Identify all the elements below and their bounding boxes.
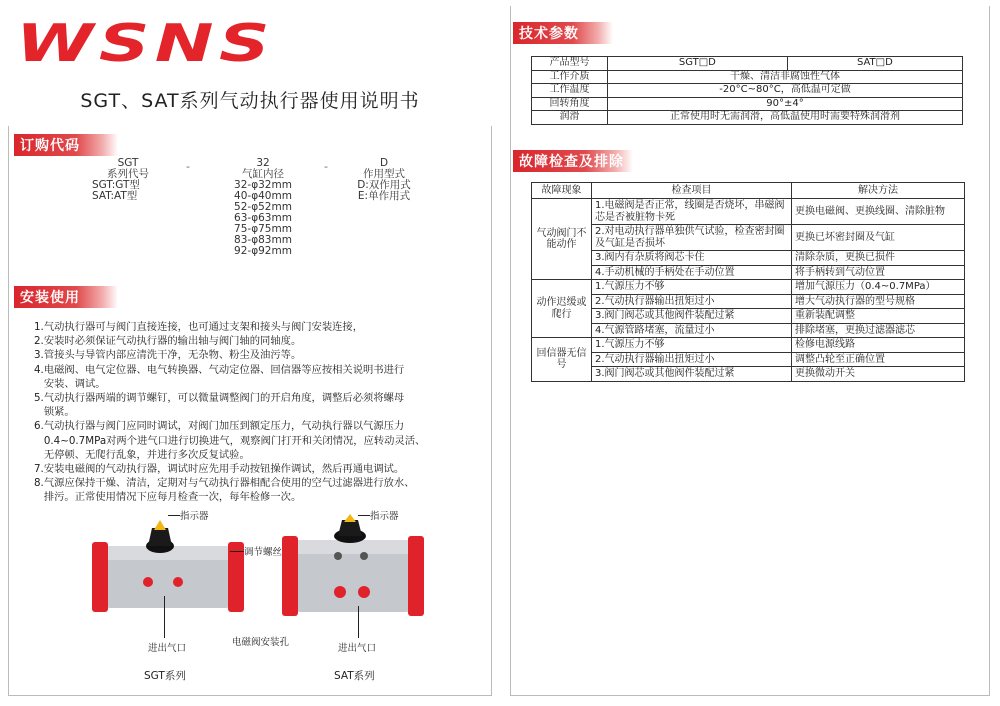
leader-line (358, 515, 370, 516)
install-item: 无停顿、无爬行乱象，并进行多次反复试验。 (34, 448, 250, 461)
separator-2: - (324, 160, 328, 173)
spec-row (532, 111, 963, 125)
left-page (8, 6, 492, 696)
action-option-2: E:单作用式 (357, 190, 411, 202)
solenoid-hole-label: 电磁阀安装孔 (232, 637, 290, 648)
install-header: 安装使用 (14, 286, 118, 308)
fault-fix: 更换已坏密封圈及气缸 (792, 225, 965, 251)
install-instructions (34, 320, 474, 505)
series-code: SGT (117, 157, 139, 169)
fault-check: 3.阀门阀芯或其他阀件装配过紧 (592, 367, 792, 382)
table-row (532, 367, 965, 382)
install-item: 安装、调试。 (34, 377, 106, 390)
spec-key: 工作温度 (532, 84, 608, 98)
action-option-1: D:双作用式 (357, 179, 411, 191)
fault-check: 1.电磁阀是否正常，线圈是否烧坏，串磁阀芯是否被脏物卡死 (592, 199, 792, 225)
spec-value: SGT□D (608, 57, 788, 71)
bore-code: 32 (256, 157, 270, 169)
install-item: 3.管接头与导管内部应清洗干净，无杂物、粉尘及油污等。 (34, 349, 302, 362)
indicator-label-left: 指示器 (180, 511, 209, 522)
table-row (532, 338, 965, 353)
fault-check: 2.气动执行器输出扭矩过小 (592, 294, 792, 309)
fault-check: 4.气源管路堵塞，流量过小 (592, 323, 792, 338)
fault-fix: 更换电磁阀、更换线圈、清除脏物 (792, 199, 965, 225)
install-item: 排污。正常使用情况下应每月检查一次，每年检修一次。 (34, 491, 302, 504)
table-row (532, 265, 965, 280)
install-item: 1.气动执行器可与阀门直接连接，也可通过支架和接头与阀门安装连接， (34, 321, 364, 333)
table-row (532, 199, 965, 225)
inlet-label-right: 进出气口 (338, 643, 377, 654)
bore-option: 83-φ83mm (234, 234, 292, 246)
fault-check: 2.气动执行器输出扭矩过小 (592, 352, 792, 367)
indicator-label-right: 指示器 (370, 511, 399, 522)
col-fix: 解决方法 (792, 183, 965, 199)
install-item: 6.气动执行器与阀门应同时调试，对阀门加压到额定压力，气动执行器以气源压力 (34, 420, 405, 433)
fault-fix: 将手柄转到气动位置 (792, 265, 965, 280)
table-row (532, 352, 965, 367)
table-row (532, 225, 965, 251)
install-item: 锁紧。 (34, 406, 75, 419)
brand-logo: WSNS (16, 14, 275, 74)
order-col-series (88, 158, 168, 202)
spec-row (532, 97, 963, 111)
fault-table (531, 182, 965, 382)
adjust-screw-label: 调节螺丝 (244, 547, 283, 558)
spec-value: 干燥、清洁非腐蚀性气体 (608, 70, 963, 84)
leader-line (358, 606, 359, 638)
fault-check: 2.对电动执行器单独供气试验，检查密封圈及气缸是否损坏 (592, 225, 792, 251)
install-item: 5.气动执行器两端的调节螺钉，可以微量调整阀门的开启角度，调整后必须将螺母 (34, 392, 405, 405)
caption-sat: SAT系列 (334, 670, 375, 682)
spec-value: 90°±4° (608, 97, 963, 111)
fault-phenomenon: 回信器无信号 (532, 338, 592, 382)
caption-sgt: SGT系列 (144, 670, 186, 682)
fault-check: 3.阀门阀芯或其他阀件装配过紧 (592, 309, 792, 324)
fault-check: 1.气源压力不够 (592, 280, 792, 295)
install-item: 4.电磁阀、电气定位器、电气转换器、气动定位器、回信器等应按相关说明书进行 (34, 363, 405, 376)
table-row (532, 251, 965, 266)
col-check: 检查项目 (592, 183, 792, 199)
bore-option: 52-φ52mm (234, 201, 292, 213)
table-row (532, 280, 965, 295)
install-item: 7.安装电磁阀的气动执行器，调试时应先用手动按钮操作调试，然后再通电调试。 (34, 463, 405, 476)
leader-line (168, 515, 180, 516)
fault-check: 4.手动机械的手柄处在手动位置 (592, 265, 792, 280)
fault-fix: 清除杂质，更换已损件 (792, 251, 965, 266)
series-option-2: SAT:AT型 (92, 190, 138, 202)
col-phenomenon: 故障现象 (532, 183, 592, 199)
action-label: 作用型式 (363, 168, 405, 180)
bore-option: 32-φ32mm (234, 179, 292, 191)
fault-check: 3.阀内有杂质将阀芯卡住 (592, 251, 792, 266)
inlet-label-left: 进出气口 (148, 643, 187, 654)
fault-check: 1.气源压力不够 (592, 338, 792, 353)
spec-key: 产品型号 (532, 57, 608, 71)
fault-fix: 排除堵塞，更换过滤器滤芯 (792, 323, 965, 338)
bore-option: 63-φ63mm (234, 212, 292, 224)
install-item: 8.气源应保持干燥、清洁，定期对与气动执行器相配合使用的空气过滤器进行放水、 (34, 477, 415, 490)
fault-fix: 增大气动执行器的型号规格 (792, 294, 965, 309)
spec-row (532, 70, 963, 84)
sgt-actuator-image (88, 516, 248, 616)
fault-fix: 调整凸轮至正确位置 (792, 352, 965, 367)
series-option-1: SGT:GT型 (92, 179, 140, 191)
fault-fix: 重新装配调整 (792, 309, 965, 324)
leader-line (164, 596, 165, 638)
spec-value: -20°C~80°C，高低温可定做 (608, 84, 963, 98)
table-row (532, 323, 965, 338)
table-row (532, 309, 965, 324)
document-title: SGT、SAT系列气动执行器使用说明书 (80, 90, 420, 112)
install-item: 0.4~0.7MPa对两个进气口进行切换进气，观察阀门打开和关闭情况，应转动灵活、 (34, 434, 426, 447)
bore-option: 75-φ75mm (234, 223, 292, 235)
separator-1: - (186, 160, 190, 173)
spec-value: 正常使用时无需润滑，高低温使用时需要特殊润滑剂 (608, 111, 963, 125)
spec-row (532, 84, 963, 98)
spec-header: 技术参数 (513, 22, 613, 44)
right-page (510, 6, 990, 696)
leader-line (230, 551, 244, 552)
spec-key: 润滑 (532, 111, 608, 125)
bore-option: 40-φ40mm (234, 190, 292, 202)
bore-option: 92-φ92mm (234, 245, 292, 257)
spec-key: 回转角度 (532, 97, 608, 111)
order-col-action (344, 158, 424, 202)
install-item: 2.安装时必须保证气动执行器的输出轴与阀门轴的同轴度。 (34, 335, 302, 348)
spec-row (532, 57, 963, 71)
fault-fix: 增加气源压力（0.4~0.7MPa） (792, 280, 965, 295)
spec-value: SAT□D (787, 57, 962, 71)
order-col-bore (218, 158, 308, 257)
spec-table (531, 56, 963, 125)
fault-header: 故障检查及排除 (513, 150, 633, 172)
order-code-header: 订购代码 (14, 134, 118, 156)
table-row (532, 294, 965, 309)
spec-key: 工作介质 (532, 70, 608, 84)
fault-header-row (532, 183, 965, 199)
action-code: D (379, 157, 389, 169)
fault-phenomenon: 动作迟缓或爬行 (532, 280, 592, 338)
series-label: 系列代号 (107, 168, 149, 180)
fault-phenomenon: 气动阀门不能动作 (532, 199, 592, 280)
fault-fix: 检修电源线路 (792, 338, 965, 353)
sat-actuator-image (278, 512, 428, 622)
bore-label: 气缸内径 (242, 168, 284, 180)
fault-fix: 更换微动开关 (792, 367, 965, 382)
